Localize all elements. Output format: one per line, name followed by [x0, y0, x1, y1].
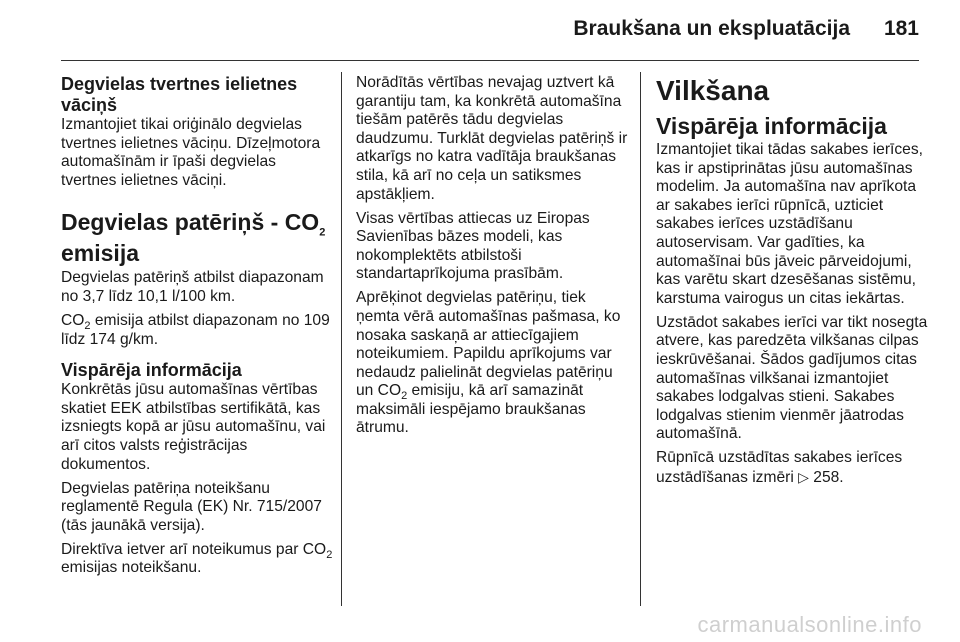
directive-text: Direktīva ietver arī noteikumus par CO	[61, 540, 327, 558]
calculation-text: Aprēķinot degvielas patēriņu, tiek ņemta vērā automašīnas pašmasa, ko nosaka saskaņā ar attiecīgajiem noteikumiem. Papildu aprīkojums var nedaudz palielināt degvielas patēriņu un CO	[356, 289, 621, 400]
calculation-subscript: 2	[401, 390, 408, 403]
paragraph-towing-devices: Izmantojiet tikai tādas sakabes ierīces, kas ir apstiprinātas jūsu automašīnas modelim. Ja automašīna nav aprīkota ar sakabes ierīci rūpnīcā, uzticiet sakabes ierīces uzstādīšanu autoservisam. Var gadīties, ka automašīnai būs jāveic pārveidojumi, kas varētu skart dzesēšanas sistēmu, karstuma vairogus un citas iekārtas.	[656, 141, 923, 307]
page-number: 181	[883, 17, 919, 40]
paragraph-eu-base-model: Visas vērtības attiecas uz Eiropas Savienības bāzes modeli, kas nokomplektēts atbilstoši standartaprīkojuma prasībām.	[356, 209, 590, 283]
paragraph-regulation: Degvielas patēriņa noteikšanu reglamentē Regula (EK) Nr. 715/2007 (tās jaunākā versija).	[61, 479, 322, 534]
page-reference[interactable]: 258.	[813, 468, 844, 486]
column-2	[356, 74, 628, 443]
heading-fuel-consumption-text: Degvielas patēriņš - CO	[61, 209, 320, 236]
paragraph-co2-range	[61, 312, 333, 349]
directive-subscript: 2	[326, 548, 333, 561]
paragraph-mounting-dimensions	[656, 449, 928, 487]
page-header-title: Braukšana un ekspluatācija	[573, 17, 850, 40]
mounting-dimensions-text: Rūpnīcā uzstādītas sakabes ierīces uzstādīšanas izmēri	[656, 449, 903, 486]
directive-end: emisijas noteikšanu.	[61, 559, 202, 577]
calculation-end: emisiju, kā arī samazināt maksimāli iespējamo braukšanas ātrumu.	[356, 382, 586, 437]
page-reference-arrow-icon: ▷	[798, 468, 809, 485]
column-1	[61, 74, 333, 583]
column-3	[656, 74, 928, 493]
paragraph-towing-eye: Uzstādot sakabes ierīci var tikt nosegta atvere, kas paredzēta vilkšanas cilpas ieskrūvēšanai. Šādos gadījumos citas automašīnas vilkšanai izmantojiet sakabes lodgalvas stieni. Sakabes lodgalvas stienim vienmēr jāatrodas automašīnā.	[656, 313, 928, 443]
co2-range-text: emisija atbilst diapazonam no 109 līdz 174 g/km.	[61, 311, 330, 348]
column-divider-1	[341, 72, 342, 606]
paragraph-consumption-range: Degvielas patēriņš atbilst diapazonam no 3,7 līdz 10,1 l/100 km.	[61, 269, 324, 305]
heading-towing-general: Vispārēja informācija	[656, 113, 887, 139]
column-divider-2	[640, 72, 641, 606]
co2-subscript: 2	[84, 320, 91, 333]
paragraph-directive	[61, 541, 333, 578]
heading-fuel-consumption-end: emisija	[61, 240, 139, 267]
paragraph-calculation	[356, 289, 628, 438]
heading-subscript: 2	[319, 226, 326, 239]
watermark: carmanualsonline.info	[697, 612, 922, 637]
paragraph-general-info: Konkrētās jūsu automašīnas vērtības skatiet EEK atbilstības sertifikātā, kas izsniegts kopā ar jūsu automašīnu, vai arī citos valsts reģistrācijas dokumentos.	[61, 381, 326, 473]
heading-general-info: Vispārēja informācija	[61, 360, 242, 381]
paragraph-fuel-cap: Izmantojiet tikai oriģinālo degvielas tvertnes ielietnes vāciņu. Dīzeļmotora automašīnām ir īpaši degvielas tvertnes ielietnes vāciņi.	[61, 116, 321, 189]
header-rule	[61, 60, 919, 61]
paragraph-values-disclaimer: Norādītās vērtības nevajag uztvert kā garantiju tam, ka konkrētā automašīna tiešām patērēs tādu degvielas daudzumu. Turklāt degvielas patēriņš ir atkarīgs no katra vadītāja braukšanas stila, kā arī no ceļa un satiksmes apstākļiem.	[356, 74, 628, 203]
heading-towing: Vilkšana	[656, 75, 770, 106]
heading-fuel-consumption	[61, 207, 333, 269]
co2-label: CO	[61, 311, 85, 329]
heading-fuel-cap: Degvielas tvertnes ielietnes vāciņš	[61, 74, 298, 115]
